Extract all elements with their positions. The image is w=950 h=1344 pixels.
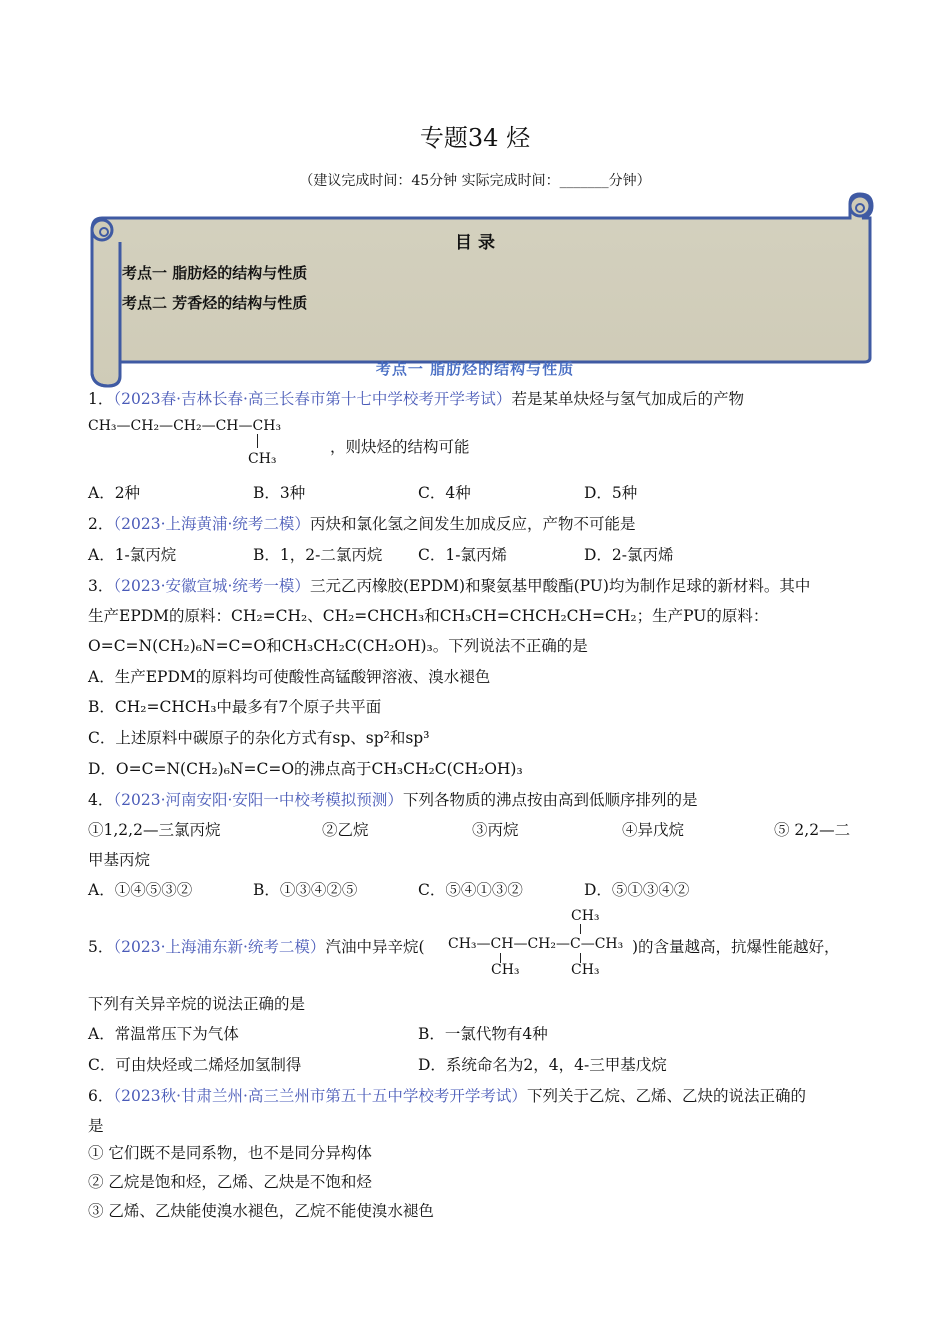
q1-stem-cont: ，则炔烃的结构可能	[330, 438, 470, 456]
q5-option-b[interactable]: B．一氯代物有4种	[418, 1025, 548, 1043]
q4-item-5-cont: 甲基丙烷	[88, 851, 151, 869]
question-3-stem	[88, 575, 810, 597]
q6-item-1: ① 它们既不是同系物，也不是同分异构体	[88, 1144, 372, 1162]
question-1-stem	[88, 388, 744, 410]
question-number: 2．	[88, 515, 114, 533]
question-number: 4．	[88, 791, 114, 809]
q3-option-d[interactable]: D．O=C=N(CH₂)₆N=C=O的沸点高于CH₃CH₂C(CH₂OH)₃	[88, 760, 523, 778]
question-number: 6．	[88, 1087, 114, 1105]
time-note: （建议完成时间：45分钟 实际完成时间：_______分钟）	[299, 173, 651, 189]
q1-structure-main: CH₃—CH₂—CH₂—CH—CH₃	[88, 418, 282, 434]
question-source: （2023春·吉林长春·高三长春市第十七中学校考开学考试）	[113, 390, 512, 408]
q4-option-d[interactable]: D．⑤①③④②	[584, 881, 690, 899]
question-text: 丙炔和氯化氢之间发生加成反应，产物不可能是	[309, 515, 636, 533]
q1-option-a[interactable]: A．2种	[88, 484, 141, 502]
q5-structure-top: CH₃	[571, 908, 600, 924]
q2-option-c[interactable]: C．1-氯丙烯	[418, 546, 507, 564]
question-number: 5．	[88, 938, 114, 956]
q6-stem-cont: 是	[88, 1117, 104, 1135]
q4-item-1: ①1,2,2—三氯丙烷	[88, 821, 221, 839]
question-source: （2023·上海浦东新·统考二模）	[113, 938, 326, 956]
question-source: （2023·安徽宣城·统考一模）	[113, 577, 310, 595]
question-number: 3．	[88, 577, 114, 595]
q1-option-c[interactable]: C．4种	[418, 484, 471, 502]
q2-option-a[interactable]: A．1-氯丙烷	[88, 546, 177, 564]
question-4-stem	[88, 789, 697, 811]
q1-structure-branch: CH₃	[248, 451, 277, 467]
q3-option-a[interactable]: A．生产EPDM的原料均可使酸性高锰酸钾溶液、溴水褪色	[88, 668, 491, 686]
q5-option-c[interactable]: C．可由炔烃或二烯烃加氢制得	[88, 1056, 302, 1074]
question-text: 下列关于乙烷、乙烯、乙炔的说法正确的	[526, 1087, 806, 1105]
q5-line-2: 下列有关异辛烷的说法正确的是	[88, 995, 306, 1013]
q5-option-a[interactable]: A．常温常压下为气体	[88, 1025, 239, 1043]
q5-structure-bottom-1: CH₃	[491, 962, 520, 978]
q6-item-2: ② 乙烷是饱和烃，乙烯、乙炔是不饱和烃	[88, 1173, 372, 1191]
q5-bond-top	[580, 924, 581, 934]
q4-item-5: ⑤ 2,2—二	[774, 821, 851, 839]
q5-structure-bottom-2: CH₃	[571, 962, 600, 978]
toc-title: 目 录	[455, 233, 495, 253]
question-6-stem	[88, 1085, 806, 1107]
question-number: 1．	[88, 390, 114, 408]
q1-option-b[interactable]: B．3种	[253, 484, 306, 502]
q3-option-b[interactable]: B．CH₂=CHCH₃中最多有7个原子共平面	[88, 698, 382, 716]
q2-option-d[interactable]: D．2-氯丙烯	[584, 546, 674, 564]
q4-option-a[interactable]: A．①④⑤③②	[88, 881, 193, 899]
q3-line-3: O=C=N(CH₂)₆N=C=O和CH₃CH₂C(CH₂OH)₃。下列说法不正确的是	[88, 637, 588, 655]
question-5-stem	[88, 936, 425, 958]
q4-option-b[interactable]: B．①③④②⑤	[253, 881, 358, 899]
question-text: 若是某单炔烃与氢气加成后的产物	[511, 390, 744, 408]
q4-item-3: ③丙烷	[472, 821, 519, 839]
question-2-stem	[88, 513, 635, 535]
question-source: （2023·上海黄浦·统考二模）	[113, 515, 310, 533]
toc-item-1[interactable]: 考点一 脂肪烃的结构与性质	[122, 264, 308, 282]
question-text: 三元乙丙橡胶(EPDM)和聚氨基甲酸酯(PU)均为制作足球的新材料。其中	[309, 577, 811, 595]
q6-item-3: ③ 乙烯、乙炔能使溴水褪色，乙烷不能使溴水褪色	[88, 1202, 434, 1220]
q5-option-d[interactable]: D．系统命名为2，4，4-三甲基戊烷	[418, 1056, 667, 1074]
q1-option-d[interactable]: D．5种	[584, 484, 638, 502]
q4-item-2: ②乙烷	[322, 821, 369, 839]
q3-line-2: 生产EPDM的原料：CH₂=CH₂、CH₂=CHCH₃和CH₃CH=CHCH₂CH=CH₂；生产PU的原料：	[88, 607, 769, 625]
section-heading: 考点一 脂肪烃的结构与性质	[375, 360, 575, 378]
q5-structure-main: CH₃—CH—CH₂—C—CH₃	[448, 936, 624, 952]
question-text: 汽油中异辛烷(	[325, 938, 425, 956]
q2-option-b[interactable]: B．1，2-二氯丙烷	[253, 546, 383, 564]
question-source: （2023·河南安阳·安阳一中校考模拟预测）	[113, 791, 403, 809]
page-title: 专题34 烃	[419, 124, 531, 152]
q1-bond-line	[257, 434, 258, 448]
toc-item-2[interactable]: 考点二 芳香烃的结构与性质	[122, 294, 308, 312]
q4-option-c[interactable]: C．⑤④①③②	[418, 881, 523, 899]
q5-stem-cont: )的含量越高，抗爆性能越好，	[632, 938, 840, 956]
question-text: 下列各物质的沸点按由高到低顺序排列的是	[402, 791, 698, 809]
q4-item-4: ④异戊烷	[622, 821, 685, 839]
question-source: （2023秋·甘肃兰州·高三兰州市第五十五中学校考开学考试）	[113, 1087, 527, 1105]
q3-option-c[interactable]: C．上述原料中碳原子的杂化方式有sp、sp²和sp³	[88, 729, 430, 747]
